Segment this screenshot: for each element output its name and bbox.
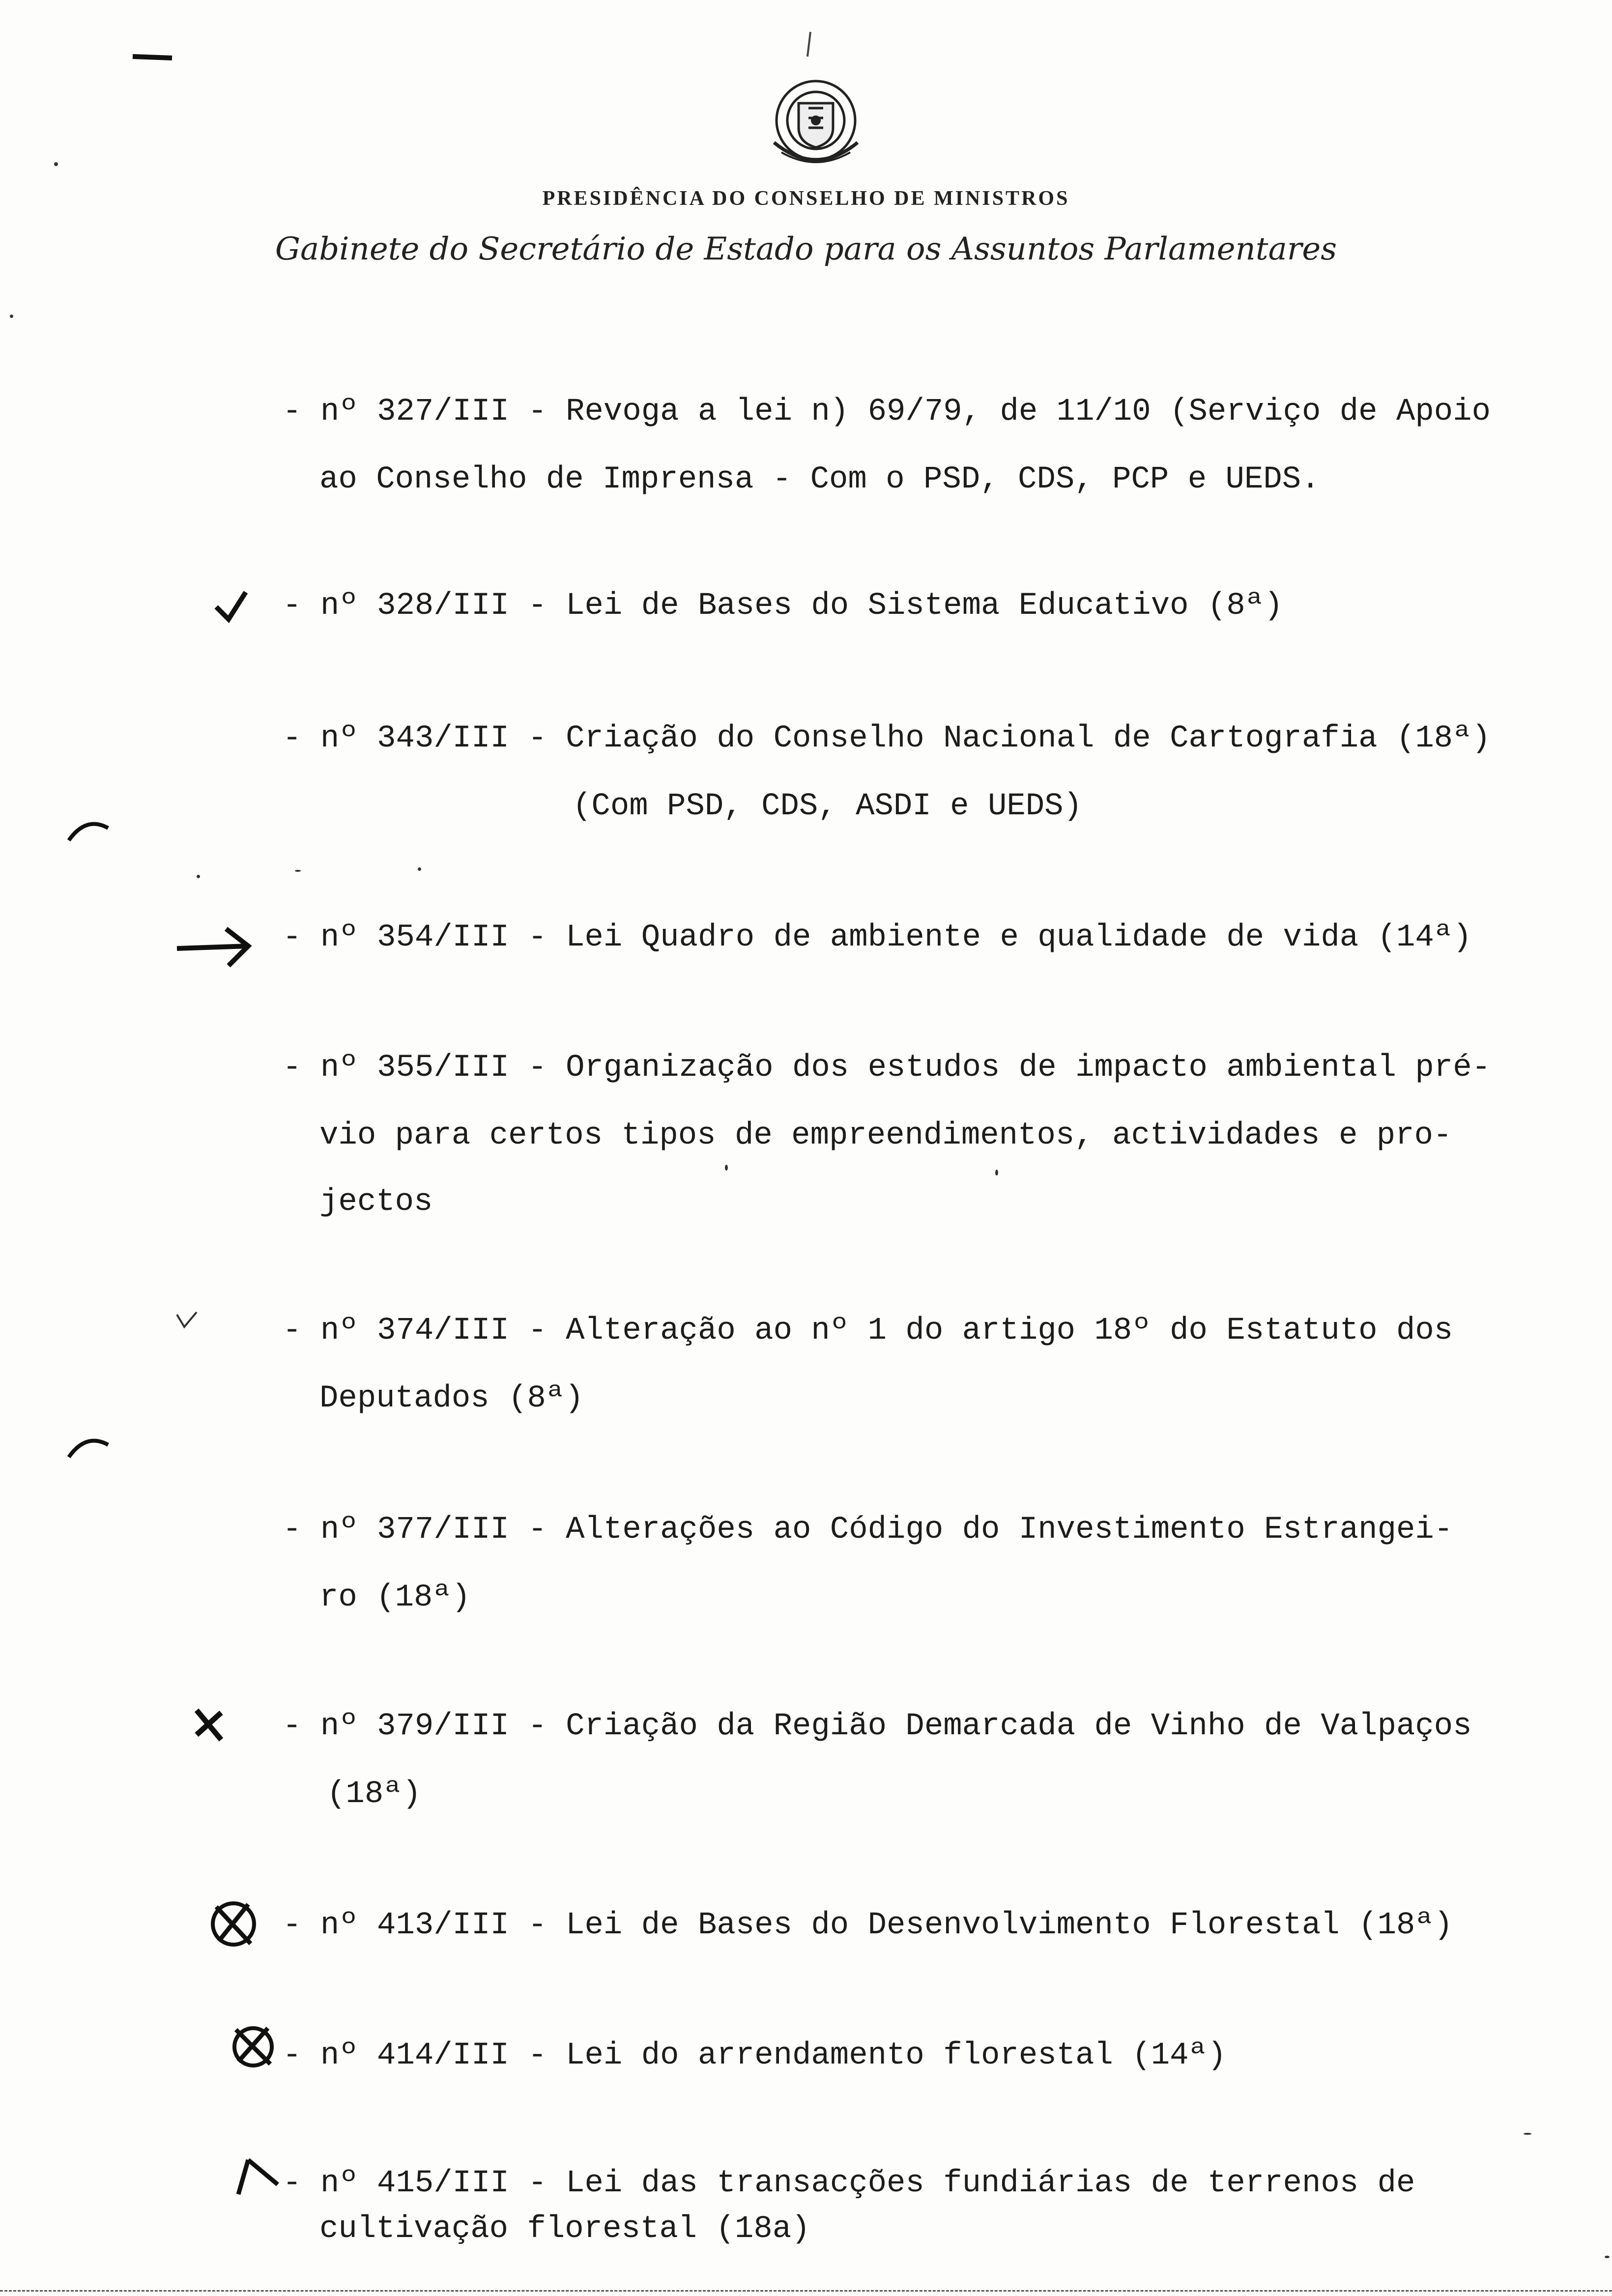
list-item [283,573,1283,639]
pencil-stroke [130,49,174,64]
scan-speck [1605,2256,1610,2258]
entry-line: - nº 354/III - Lei Quadro de ambiente e qualidade de vida (14ª) [283,920,1472,955]
scan-speck [418,867,421,871]
list-item [283,1034,1491,1101]
list-item [283,1496,1453,1563]
scan-speck [54,162,58,166]
entry-line: - nº 413/III - Lei de Bases do Desenvolvimento Florestal (18ª) [283,1908,1453,1943]
scan-speck [295,870,301,872]
list-item [283,1693,1472,1760]
page-edge-line [0,2290,1612,2292]
list-item [283,2150,1415,2217]
scan-speck [10,315,13,318]
bracket-mark [66,1430,111,1460]
entry-continuation: (Com PSD, CDS, ASDI e UEDS) [573,789,1082,824]
list-item [283,904,1472,971]
list-item [283,1297,1453,1364]
list-item [283,1892,1453,1959]
list-item [283,2022,1226,2089]
check-mark-icon [233,2155,283,2199]
list-item [283,705,1491,772]
scan-speck [197,875,200,878]
scan-speck [1524,2133,1531,2135]
entry-continuation: Deputados (8ª) [319,1381,584,1416]
page-subtitle: Gabinete do Secretário de Estado para os Assuntos Parlamentares [275,231,1337,267]
entry-continuation: (18ª) [327,1777,422,1812]
entry-continuation: vio para certos tipos de empreendimentos, actividades e pro- [319,1118,1452,1153]
list-item [283,378,1491,445]
entry-line: - nº 414/III - Lei do arrendamento florestal (14ª) [283,2038,1227,2073]
scan-speck [725,1165,728,1171]
circled-cross-icon [206,1897,260,1951]
arrow-right-icon [174,924,253,968]
entry-continuation: jectos [319,1184,433,1220]
bracket-mark [66,813,111,843]
page-title: PRESIDÊNCIA DO CONSELHO DE MINISTROS [542,187,1070,210]
entry-line: - nº 327/III - Revoga a lei n) 69/79, de 11/10 (Serviço de Apoio [283,394,1491,430]
entry-continuation: ro (18ª) [319,1580,471,1615]
entry-line: - nº 355/III - Organização dos estudos de impacto ambiental pré- [283,1050,1491,1086]
tick-icon [174,1310,199,1334]
check-mark-icon [211,587,251,627]
entry-line: - nº 377/III - Alterações ao Código do Investimento Estrangei- [283,1512,1453,1548]
coat-of-arms-icon [764,69,867,177]
entry-line: - nº 328/III - Lei de Bases do Sistema Educativo (8ª) [283,588,1283,624]
cross-mark-icon [192,1708,226,1742]
pencil-stroke [804,29,813,59]
entry-line: - nº 374/III - Alteração ao nº 1 do artigo 18º do Estatuto dos [283,1313,1453,1349]
entry-continuation: ao Conselho de Imprensa - Com o PSD, CDS, PCP e UEDS. [319,462,1320,497]
entry-line: - nº 415/III - Lei das transacções fundiárias de terrenos de [283,2166,1415,2201]
entry-continuation: cultivação florestal (18a) [319,2211,810,2247]
entry-line: - nº 343/III - Criação do Conselho Nacional de Cartografia (18ª) [283,721,1491,756]
entry-line: - nº 379/III - Criação da Região Demarcada de Vinho de Valpaços [283,1709,1472,1744]
circled-cross-icon [229,2022,278,2071]
scan-speck [995,1170,998,1176]
